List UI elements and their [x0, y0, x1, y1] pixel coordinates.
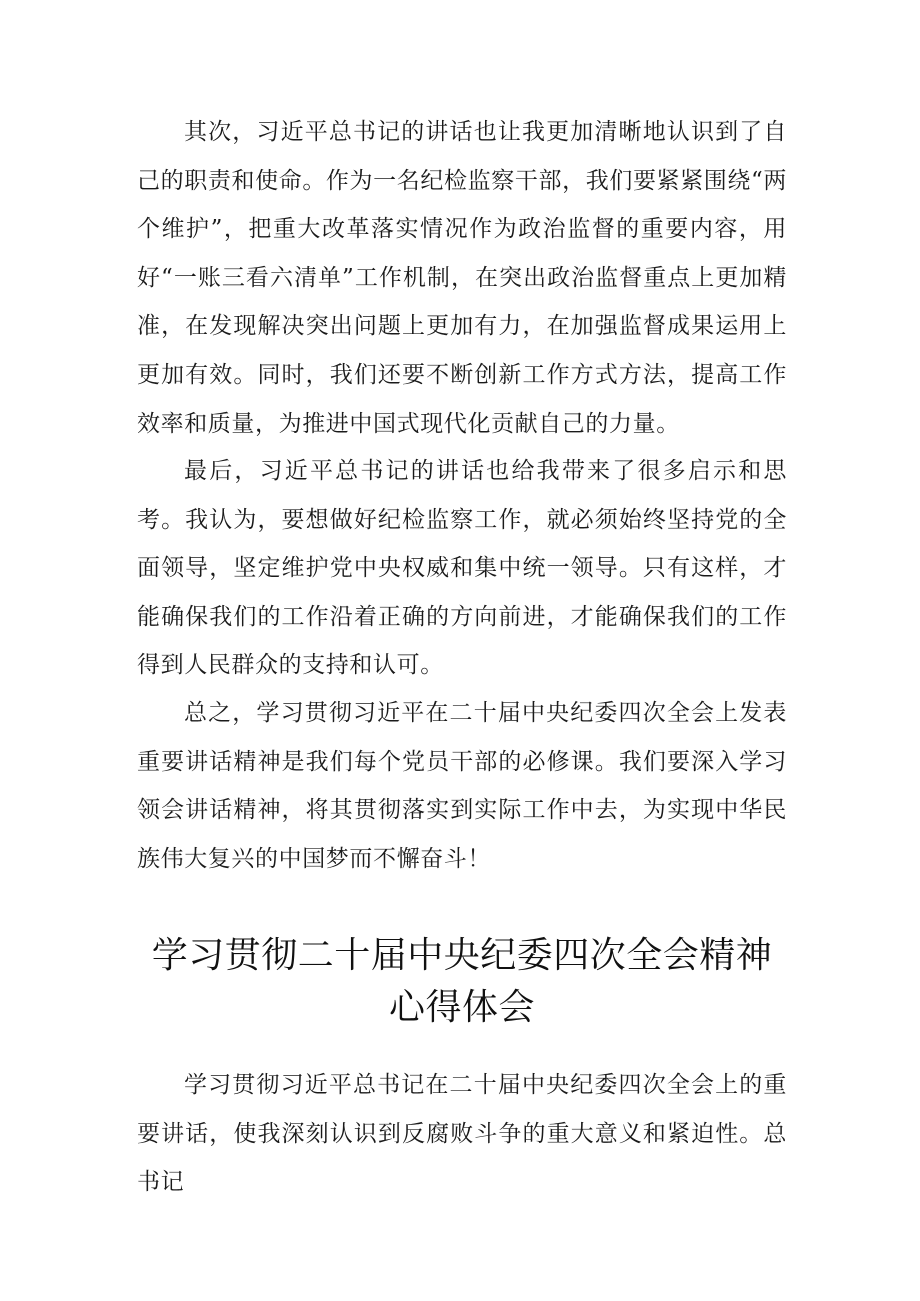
paragraph-secondly: 其次，习近平总书记的讲话也让我更加清晰地认识到了自己的职责和使命。作为一名纪检监察干部，我们要紧紧围绕“两个维护”，把重大改革落实情况作为政治监督的重要内容，用好“一账三看六清单”工作机制，在突出政治监督重点上更加精准，在发现解决突出问题上更加有力，在加强监督成果运用上更加有效。同时，我们还要不断创新工作方式方法，提高工作效率和质量，为推进中国式现代化贡献自己的力量。: [137, 119, 787, 437]
paragraph-finally: 最后，习近平总书记的讲话也给我带来了很多启示和思考。我认为，要想做好纪检监察工作，就必须始终坚持党的全面领导，坚定维护党中央权威和集中统一领导。只有这样，才能确保我们的工作沿着正确的方向前进，才能确保我们的工作得到人民群众的支持和认可。: [137, 458, 787, 679]
paragraph-conclusion: 总之，学习贯彻习近平在二十届中央纪委四次全会上发表重要讲话精神是我们每个党员干部的必修课。我们要深入学习领会讲话精神，将其贯彻落实到实际工作中去，为实现中华民族伟大复兴的中国梦而不懈奋斗！: [137, 700, 787, 872]
paragraph-intro: 学习贯彻习近平总书记在二十届中央纪委四次全会上的重要讲话，使我深刻认识到反腐败斗争的重大意义和紧迫性。总书记: [137, 1072, 787, 1196]
article-title: 学习贯彻二十届中央纪委四次全会精神心得体会: [151, 935, 773, 1028]
